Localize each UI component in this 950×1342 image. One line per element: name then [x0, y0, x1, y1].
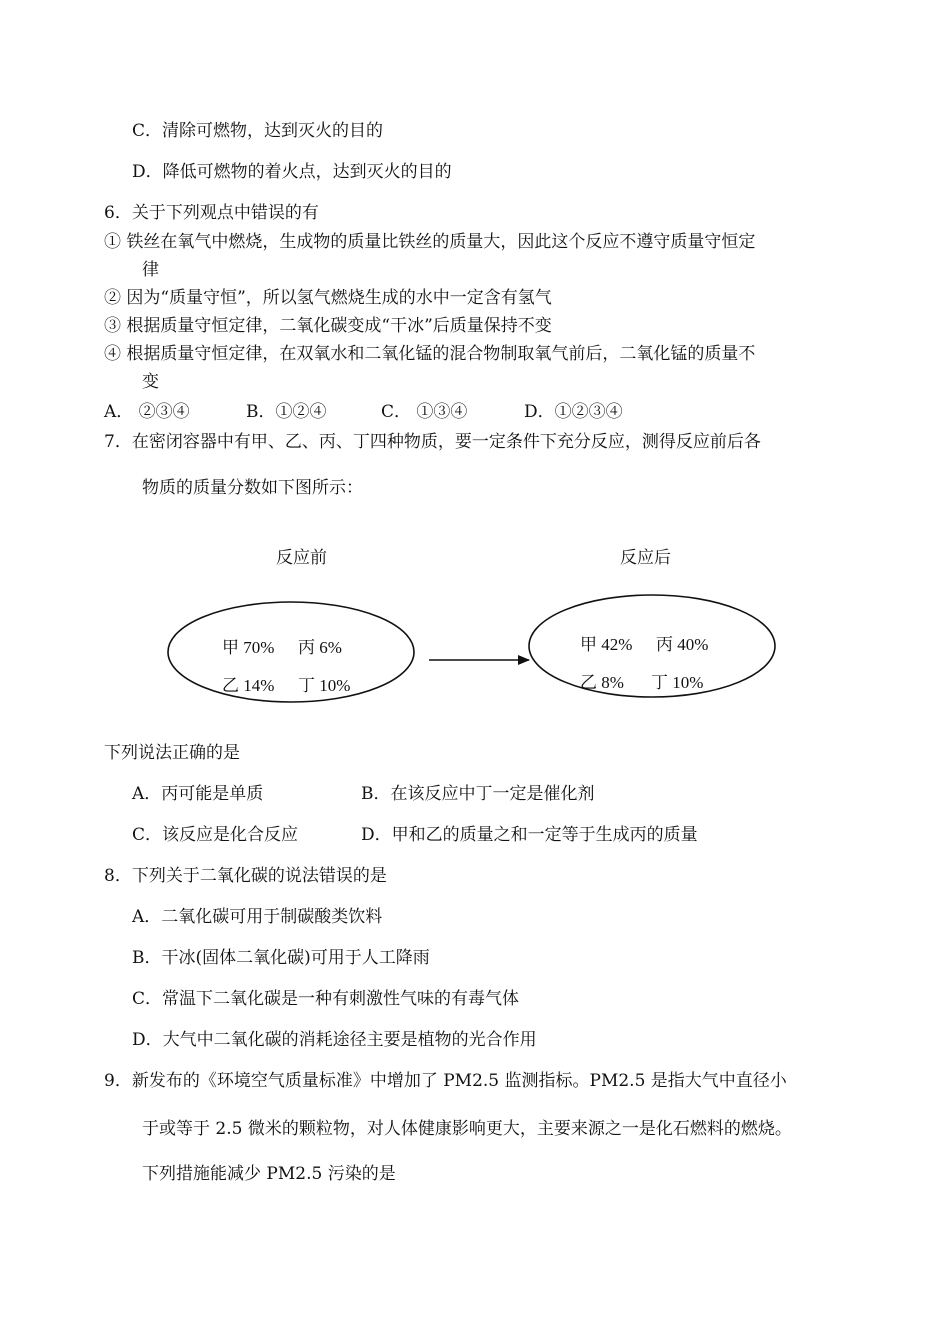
q5-option-d: D．降低可燃物的着火点，达到灭火的目的	[132, 162, 452, 182]
q8-option-b: B．干冰(固体二氧化碳)可用于人工降雨	[132, 948, 430, 968]
q6-statement-1: ① 铁丝在氧气中燃烧，生成物的质量比铁丝的质量大，因此这个反应不遵守质量守恒定	[104, 232, 756, 252]
q8-option-a: A．二氧化碳可用于制碳酸类饮料	[132, 907, 383, 927]
q7-option-c: C．该反应是化合反应	[132, 825, 299, 845]
after-yi: 乙 8%	[580, 673, 624, 692]
q7-option-b: B．在该反应中丁一定是催化剂	[361, 784, 595, 804]
q6-stem: 6．关于下列观点中错误的有	[104, 203, 319, 223]
after-ding: 丁 10%	[651, 673, 704, 692]
before-jia: 甲 70%	[222, 638, 275, 657]
q6-statement-2: ② 因为“质量守恒”，所以氢气燃烧生成的水中一定含有氢气	[104, 288, 552, 308]
q6-statement-3: ③ 根据质量守恒定律，二氧化碳变成“干冰”后质量保持不变	[104, 316, 552, 336]
q6-option-a: A． ②③④	[104, 402, 190, 422]
q7-stem-line-2: 物质的质量分数如下图所示：	[142, 478, 363, 498]
q6-option-b: B．①②④	[246, 402, 327, 422]
after-bing: 丙 40%	[656, 635, 709, 654]
q6-statement-1-cont: 律	[142, 260, 159, 280]
q9-stem-line-2: 于或等于 2.5 微米的颗粒物，对人体健康影响更大，主要来源之一是化石燃料的燃烧。	[142, 1119, 792, 1139]
q7-prompt: 下列说法正确的是	[104, 743, 240, 763]
q8-stem: 8．下列关于二氧化碳的说法错误的是	[104, 866, 387, 886]
q9-stem-line-3: 下列措施能减少 PM2.5 污染的是	[142, 1164, 396, 1184]
q7-stem-line-1: 7．在密闭容器中有甲、乙、丙、丁四种物质，要一定条件下充分反应，测得反应前后各	[104, 432, 761, 452]
q6-statement-4: ④ 根据质量守恒定律，在双氧水和二氧化锰的混合物制取氧气前后，二氧化锰的质量不	[104, 344, 756, 364]
q5-option-c: C．清除可燃物，达到灭火的目的	[132, 121, 384, 141]
q6-option-c: C． ①③④	[381, 402, 468, 422]
q8-option-c: C．常温下二氧化碳是一种有刺激性气味的有毒气体	[132, 989, 520, 1009]
after-jia: 甲 42%	[580, 635, 633, 654]
q6-statement-4-cont: 变	[142, 372, 159, 392]
before-reaction-label: 反应前	[276, 548, 327, 567]
q7-option-a: A．丙可能是单质	[132, 784, 264, 804]
before-ellipse	[168, 602, 414, 702]
q6-option-d: D．①②③④	[524, 402, 623, 422]
q8-option-d: D．大气中二氧化碳的消耗途径主要是植物的光合作用	[132, 1030, 537, 1050]
q9-stem-line-1: 9．新发布的《环境空气质量标准》中增加了 PM2.5 监测指标。PM2.5 是指大气中直径小	[104, 1071, 787, 1091]
before-bing: 丙 6%	[298, 638, 342, 657]
q7-option-d: D．甲和乙的质量之和一定等于生成丙的质量	[361, 825, 698, 845]
before-ding: 丁 10%	[298, 676, 351, 695]
after-reaction-label: 反应后	[620, 548, 671, 567]
before-yi: 乙 14%	[222, 676, 275, 695]
